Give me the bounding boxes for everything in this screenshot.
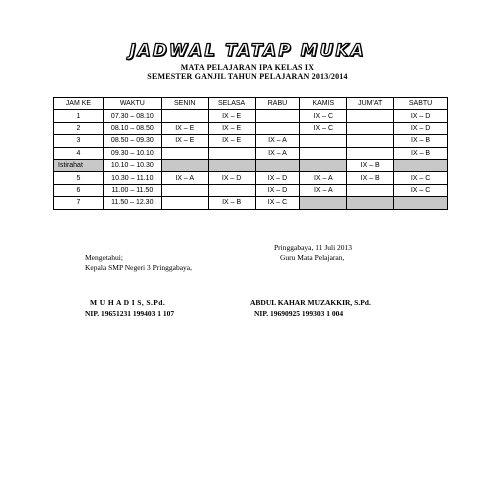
table-header-row [54, 98, 448, 110]
class-cell: IX – A [300, 172, 347, 184]
class-cell: IX – E [208, 135, 255, 147]
period-cell: 4 [54, 147, 104, 159]
class-cell: IX – D [208, 172, 255, 184]
principal-name: M U H A D I S, S.Pd. [90, 298, 166, 307]
class-cell: IX – C [300, 122, 347, 134]
class-cell: IX – E [161, 122, 208, 134]
class-cell: IX – C [255, 197, 300, 209]
class-cell [208, 184, 255, 196]
class-cell [161, 110, 208, 122]
column-header: SELASA [208, 98, 255, 110]
place-date: Pringgabaya, 11 Juli 2013 [274, 243, 353, 252]
column-header: JAM KE [54, 98, 104, 110]
time-cell: 10.30 – 11.10 [103, 172, 161, 184]
class-cell: IX – E [208, 122, 255, 134]
class-cell: IX – B [394, 135, 448, 147]
class-cell [255, 110, 300, 122]
class-cell [347, 122, 394, 134]
class-cell: IX – D [394, 110, 448, 122]
class-cell [208, 159, 255, 171]
table-row [54, 147, 448, 159]
period-cell: 5 [54, 172, 104, 184]
period-cell: 3 [54, 135, 104, 147]
class-cell [300, 197, 347, 209]
class-cell: IX – A [255, 147, 300, 159]
table-row [54, 172, 448, 184]
class-cell [208, 147, 255, 159]
page-title: JADWAL TATAP MUKA [129, 41, 366, 61]
class-cell: IX – E [208, 110, 255, 122]
time-cell: 08.10 – 08.50 [103, 122, 161, 134]
class-cell: IX – C [300, 110, 347, 122]
column-header: WAKTU [103, 98, 161, 110]
table-row [54, 122, 448, 134]
class-cell [347, 184, 394, 196]
period-cell: Istirahat [54, 159, 104, 171]
class-cell: IX – D [255, 172, 300, 184]
class-cell: IX – A [300, 184, 347, 196]
column-header: RABU [255, 98, 300, 110]
class-cell: IX – A [255, 135, 300, 147]
period-cell: 7 [54, 197, 104, 209]
class-cell [161, 147, 208, 159]
class-cell [347, 110, 394, 122]
class-cell: IX – D [255, 184, 300, 196]
subject-subtitle: MATA PELAJARAN IPA KELAS IX [180, 63, 315, 72]
class-cell [347, 147, 394, 159]
teacher-nip: NIP. 19690925 199303 1 004 [254, 309, 344, 318]
principal-nip: NIP. 19651231 199403 1 107 [85, 309, 175, 318]
column-header: JUM'AT [347, 98, 394, 110]
class-cell [300, 159, 347, 171]
teacher-name: ABDUL KAHAR MUZAKKIR, S.Pd. [250, 298, 371, 307]
table-row [54, 184, 448, 196]
time-cell: 07.30 – 08.10 [103, 110, 161, 122]
class-cell [161, 184, 208, 196]
class-cell: IX – C [394, 184, 448, 196]
acknowledgement-block [85, 253, 192, 273]
column-header: SENIN [161, 98, 208, 110]
teacher-title: Guru Mata Pelajaran, [280, 253, 345, 262]
time-cell: 10.10 – 10.30 [103, 159, 161, 171]
class-cell [394, 197, 448, 209]
semester-subtitle: SEMESTER GANJIL TAHUN PELAJARAN 2013/2014 [147, 72, 348, 81]
column-header: KAMIS [300, 98, 347, 110]
class-cell: IX – B [347, 159, 394, 171]
class-cell: IX – B [208, 197, 255, 209]
class-cell: IX – E [161, 135, 208, 147]
class-cell [300, 135, 347, 147]
time-cell: 09.30 – 10.10 [103, 147, 161, 159]
table-row [54, 110, 448, 122]
principal-title: Kepala SMP Negeri 3 Pringgabaya, [85, 263, 192, 272]
period-cell: 1 [54, 110, 104, 122]
period-cell: 2 [54, 122, 104, 134]
class-cell: IX – D [394, 122, 448, 134]
schedule-table [53, 97, 448, 210]
class-cell [347, 135, 394, 147]
acknowledged-label: Mengetahui; [85, 253, 123, 262]
class-cell: IX – B [347, 172, 394, 184]
time-cell: 11.50 – 12.30 [103, 197, 161, 209]
class-cell: IX – C [394, 172, 448, 184]
class-cell [394, 159, 448, 171]
class-cell [161, 159, 208, 171]
period-cell: 6 [54, 184, 104, 196]
table-row [54, 197, 448, 209]
teacher-block [274, 243, 352, 263]
class-cell: IX – B [394, 147, 448, 159]
class-cell [255, 122, 300, 134]
class-cell [255, 159, 300, 171]
class-cell [300, 147, 347, 159]
table-row [54, 135, 448, 147]
class-cell: IX – A [161, 172, 208, 184]
table-row [54, 159, 448, 171]
class-cell [161, 197, 208, 209]
class-cell [347, 197, 394, 209]
time-cell: 08.50 – 09.30 [103, 135, 161, 147]
column-header: SABTU [394, 98, 448, 110]
time-cell: 11.00 – 11.50 [103, 184, 161, 196]
